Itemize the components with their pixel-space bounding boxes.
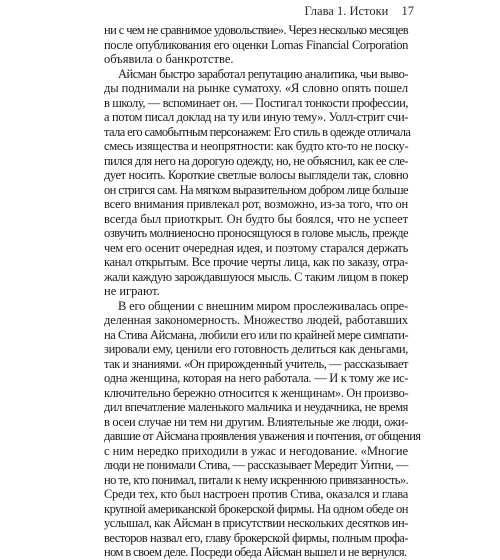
text-line: дует носить. Короткие светлые волосы выглядели так, словно [104,168,408,182]
text-line: а потом писал доклад на ту или иную тему». Уолл-стрит счи- [104,110,408,124]
text-line: тала его самобытным персонажем: Его стиль в одежде отличала [104,124,411,139]
text-line: после опубликования его оценки Lomas Financial Corporation [104,37,408,52]
text-line: зировали ему, ценили его готовность делиться как деньгами, [104,342,408,356]
text-line: но те, кто понимал, питали к нему искреннюю привязанность». [104,472,408,487]
text-line: Среди тех, кто был настроен против Стива, оказался и глава [104,487,408,501]
text-line: пился для него на дорогую одежду, но, не объяснил, как ее сле- [104,153,408,168]
body-text [104,23,421,560]
text-line: давшие от Айсмана проявления уважения и почтения, от общения [104,429,421,443]
text-line: с ним нередко приходили в ужас и негодование. «Многие [104,443,408,458]
text-line: ключительно бережно относится к женщинам». Он произво- [104,385,409,400]
text-line: ном в своем деле. Посреди обеда Айсман вышел и не вернулся. [104,545,407,559]
text-line: в осеи случае ни тем ни другим. Влиятельные же люди, ожи- [104,414,408,429]
text-line: он стригся сам. На мягком выразительном добром лице больше [104,182,408,197]
text-line: ни с чем не сравнимое удовольствие». Через несколько месяцев [104,23,408,37]
paragraph [104,298,421,560]
text-line: Айсман быстро заработал репутацию аналитика, чьи выво- [118,66,408,81]
text-line: весторов назвал его, главу брокерской фирмы, полным профа- [104,530,408,545]
text-line: услышал, как Айсман в присутствии нескольких десятков ин- [104,516,408,530]
text-line: крупной американской брокерской фирмы. На одном обеде он [104,501,408,516]
chapter-title: Глава 1. Истоки [304,4,389,18]
text-line: в школу, — вспоминает он. — Постигал тонкости профессии, [104,95,408,110]
text-line: дил впечатление маленького мальчика и неудачника, не время [104,400,408,414]
text-line: смесь изящества и неопрятности: как будто кто-то не поску- [104,139,409,153]
paragraph [104,66,411,299]
text-line: объявила о банкротстве. [104,52,234,66]
text-line: всего внимания привлекал рот, возможно, из-за того, что он [104,197,408,211]
text-line: В его общении с внешним миром прослеживалась опре- [118,298,408,313]
text-line: не играют. [104,284,160,298]
page-number: 17 [401,4,414,18]
text-line: канал открытым. Все прочие черты лица, как по заказу, отра- [104,255,408,269]
text-line: озвучить молниеносно проносящуюся в голове мысль, прежде [104,226,408,240]
text-line: люди не понимали Стива, — рассказывает Мередит Уитни, — [104,458,408,472]
text-line: чем его осенит очередная идея, и поэтому старался держать [104,240,408,255]
text-line: на Стива Айсмана, любили его или по крайней мере симпати- [104,327,409,342]
text-line: так и знаниями. «Он прирожденный учитель, — рассказывает [104,356,408,371]
text-line: одна женщина, которая на него работала. — И к тому же ис- [104,371,409,385]
running-head [305,4,415,19]
text-line: жали каждую зарождавшуюся мысль. С таким лицом в покер [104,269,408,284]
text-line: ды поднимали на рынке суматоху. «Я словно опять пошел [104,81,408,95]
paragraph [104,23,408,67]
text-line: деленная закономерность. Множество людей, работавших [104,313,408,327]
text-line: всегда был приоткрыт. Он будто бы боялся, что не успеет [104,211,408,226]
